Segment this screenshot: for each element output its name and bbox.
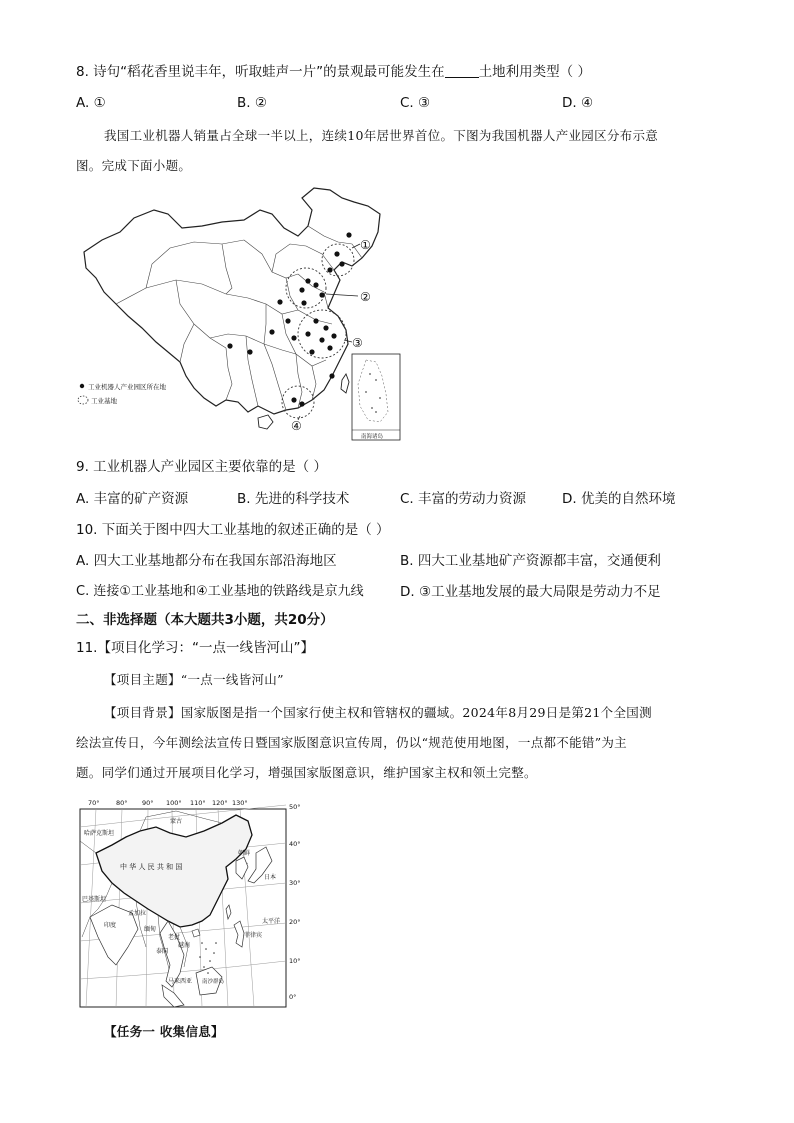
- svg-text:70°: 70°: [88, 799, 100, 807]
- label-philippines: 菲律宾: [244, 932, 263, 939]
- label-japan: 日本: [264, 874, 277, 881]
- marker-label-3: ③: [352, 336, 363, 350]
- svg-text:30°: 30°: [289, 879, 301, 887]
- svg-text:50°: 50°: [289, 803, 301, 811]
- q11-task1: 【任务一 收集信息】: [104, 1024, 224, 1039]
- label-prc: 中 华 人 民 共 和 国: [120, 863, 183, 871]
- q9-option-d: D. 优美的自然环境: [562, 491, 676, 507]
- q10-option-b: B. 四大工业基地矿产资源都丰富，交通便利: [400, 553, 661, 569]
- latitude-labels: [289, 803, 301, 1001]
- q10-option-d: D. ③工业基地发展的最大局限是劳动力不足: [400, 584, 661, 600]
- svg-text:90°: 90°: [142, 799, 154, 807]
- inset-label: 南海诸岛: [361, 434, 384, 440]
- q11-background-line3: 题。同学们通过开展项目化学习，增强国家版图意识，维护国家主权和领土完整。: [76, 765, 537, 780]
- q8-option-d: D. ④: [562, 95, 594, 111]
- q11-theme: 【项目主题】“一点一线皆河山”: [104, 672, 284, 687]
- label-laos: 老挝: [168, 934, 181, 941]
- longitude-labels: [88, 799, 248, 807]
- material1-line2: 图。完成下面小题。: [76, 158, 192, 173]
- hainan-island: [258, 415, 273, 429]
- q8-stem-after: 土地利用类型（ ）: [478, 64, 591, 80]
- label-thailand: 泰国: [156, 948, 169, 955]
- section2-title: 二、非选择题（本大题共3小题，共20分）: [76, 612, 334, 628]
- svg-text:130°: 130°: [232, 799, 248, 807]
- svg-text:0°: 0°: [289, 993, 297, 1001]
- marker-label-2: ②: [360, 290, 371, 304]
- q8-stem-before: 8. 诗句“稻花香里说丰年，听取蛙声一片”的景观最可能发生在: [76, 64, 445, 80]
- taiwan-island: [341, 374, 349, 393]
- q8-stem: [76, 62, 591, 82]
- svg-text:10°: 10°: [289, 957, 301, 965]
- q8-answer-blank: [445, 63, 479, 78]
- label-bengal: 孟加拉: [128, 910, 147, 917]
- material1-line1: 我国工业机器人销量占全球一半以上，连续10年居世界首位。下图为我国机器人产业园区分布示意: [104, 128, 659, 143]
- robot-park-map: [76, 184, 406, 446]
- q9-stem: 9. 工业机器人产业园区主要依靠的是（ ）: [76, 459, 327, 475]
- legend-circle-icon: [78, 396, 88, 404]
- label-kazakh: 哈萨克斯坦: [84, 830, 115, 837]
- label-pakistan: 巴基斯坦: [82, 896, 107, 903]
- svg-text:100°: 100°: [166, 799, 182, 807]
- marker-label-4: ④: [291, 419, 302, 433]
- svg-text:20°: 20°: [289, 918, 301, 926]
- q8-option-c: C. ③: [400, 95, 431, 111]
- legend-dot-icon: [80, 384, 84, 388]
- label-india: 印度: [104, 922, 117, 929]
- q8-option-b: B. ②: [237, 95, 267, 111]
- china-outline: [84, 188, 380, 414]
- q11-background-line1: 【项目背景】国家版图是指一个国家行使主权和管辖权的疆域。2024年8月29日是第21个全国测: [104, 705, 652, 720]
- q10-option-a: A. 四大工业基地都分布在我国东部沿海地区: [76, 553, 337, 569]
- q8-option-a: A. ①: [76, 95, 106, 111]
- label-mongolia: 蒙古: [170, 818, 183, 825]
- q11-background-line2: 绘法宣传日，今年测绘法宣传日暨国家版图意识宣传周，仍以“规范使用地图，一点都不能错”为主: [76, 735, 627, 750]
- legend-circle-label: 工业基地: [91, 397, 117, 405]
- label-nansha: 南沙群岛: [202, 979, 225, 985]
- label-korea: 朝鲜: [238, 850, 251, 857]
- q9-option-a: A. 丰富的矿产资源: [76, 491, 189, 507]
- label-malaysia: 马来西亚: [168, 978, 193, 985]
- svg-text:80°: 80°: [116, 799, 128, 807]
- svg-text:40°: 40°: [289, 840, 301, 848]
- label-vietnam: 越南: [178, 942, 191, 949]
- svg-text:110°: 110°: [190, 799, 206, 807]
- q9-option-b: B. 先进的科学技术: [237, 491, 350, 507]
- china-territory-map: [76, 797, 308, 1011]
- label-pacific: 太平洋: [262, 918, 281, 925]
- q9-option-c: C. 丰富的劳动力资源: [400, 491, 527, 507]
- legend-dot-label: 工业机器人产业园区所在地: [88, 383, 166, 391]
- label-myanmar: 缅甸: [144, 926, 157, 933]
- q10-stem: 10. 下面关于图中四大工业基地的叙述正确的是（ ）: [76, 522, 390, 538]
- svg-text:120°: 120°: [212, 799, 228, 807]
- q10-option-c: C. 连接①工业基地和④工业基地的铁路线是京九线: [76, 584, 364, 599]
- q11-title: 11.【项目化学习：“一点一线皆河山”】: [76, 640, 314, 656]
- marker-label-1: ①: [360, 238, 371, 252]
